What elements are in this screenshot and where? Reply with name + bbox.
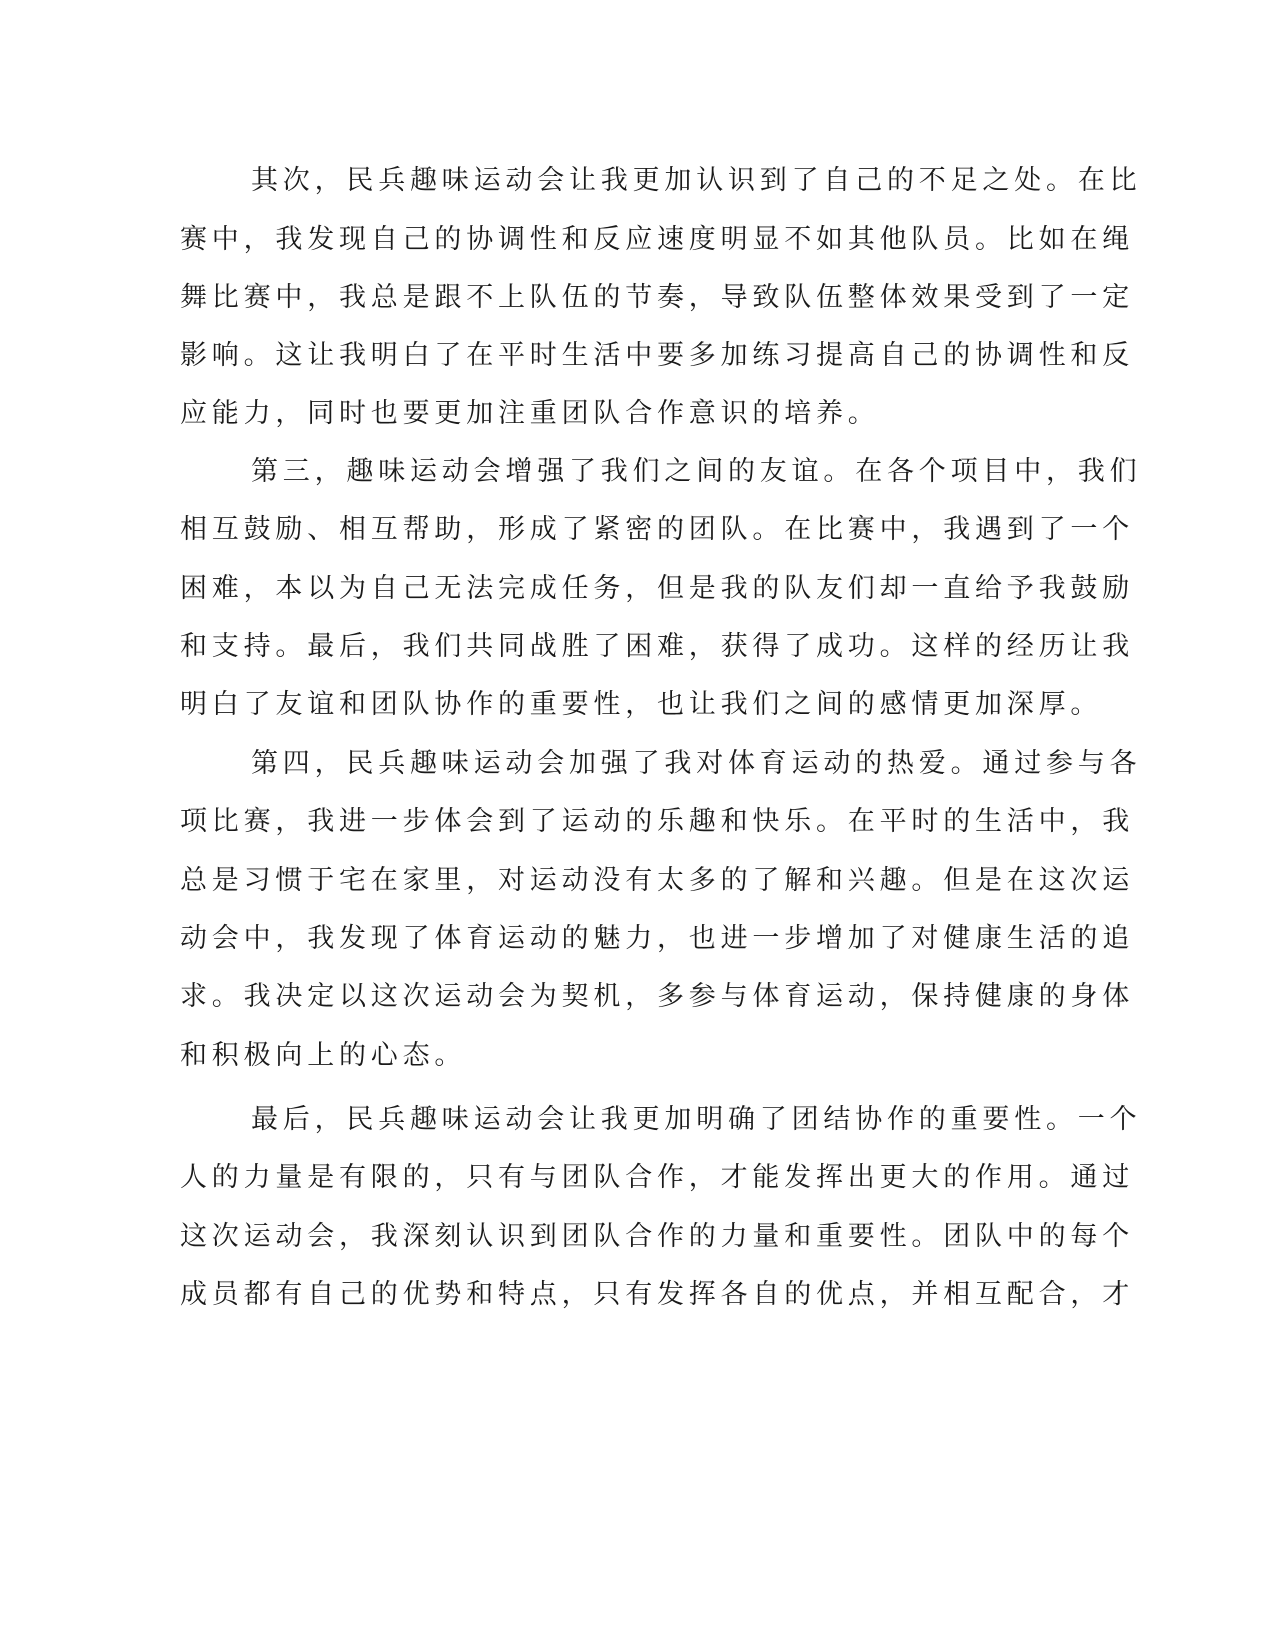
text-line: 困难，本以为自己无法完成任务，但是我的队友们却一直给予我鼓励	[180, 573, 1134, 604]
text-line: 总是习惯于宅在家里，对运动没有太多的了解和兴趣。但是在这次运	[180, 865, 1134, 896]
text-line: 这次运动会，我深刻认识到团队合作的力量和重要性。团队中的每个	[180, 1221, 1134, 1252]
text-line: 明白了友谊和团队协作的重要性，也让我们之间的感情更加深厚。	[180, 689, 1103, 720]
text-line: 项比赛，我进一步体会到了运动的乐趣和快乐。在平时的生活中，我	[180, 806, 1134, 837]
text-line: 和积极向上的心态。	[180, 1040, 467, 1071]
text-line: 和支持。最后，我们共同战胜了困难，获得了成功。这样的经历让我	[180, 631, 1134, 662]
text-line: 应能力，同时也要更加注重团队合作意识的培养。	[180, 398, 880, 429]
text-line: 最后，民兵趣味运动会让我更加明确了团结协作的重要性。一个	[251, 1104, 1142, 1135]
text-line: 第三，趣味运动会增强了我们之间的友谊。在各个项目中，我们	[251, 456, 1142, 487]
text-line: 第四，民兵趣味运动会加强了我对体育运动的热爱。通过参与各	[251, 748, 1142, 779]
text-line: 舞比赛中，我总是跟不上队伍的节奏，导致队伍整体效果受到了一定	[180, 282, 1134, 313]
text-line: 影响。这让我明白了在平时生活中要多加练习提高自己的协调性和反	[180, 340, 1134, 371]
text-line: 人的力量是有限的，只有与团队合作，才能发挥出更大的作用。通过	[180, 1162, 1134, 1193]
text-line: 动会中，我发现了体育运动的魅力，也进一步增加了对健康生活的追	[180, 923, 1134, 954]
text-line: 赛中，我发现自己的协调性和反应速度明显不如其他队员。比如在绳	[180, 224, 1134, 255]
text-line: 成员都有自己的优势和特点，只有发挥各自的优点，并相互配合，才	[180, 1279, 1134, 1310]
text-line: 相互鼓励、相互帮助，形成了紧密的团队。在比赛中，我遇到了一个	[180, 514, 1134, 545]
text-line: 其次，民兵趣味运动会让我更加认识到了自己的不足之处。在比	[251, 165, 1142, 196]
text-line: 求。我决定以这次运动会为契机，多参与体育运动，保持健康的身体	[180, 981, 1134, 1012]
